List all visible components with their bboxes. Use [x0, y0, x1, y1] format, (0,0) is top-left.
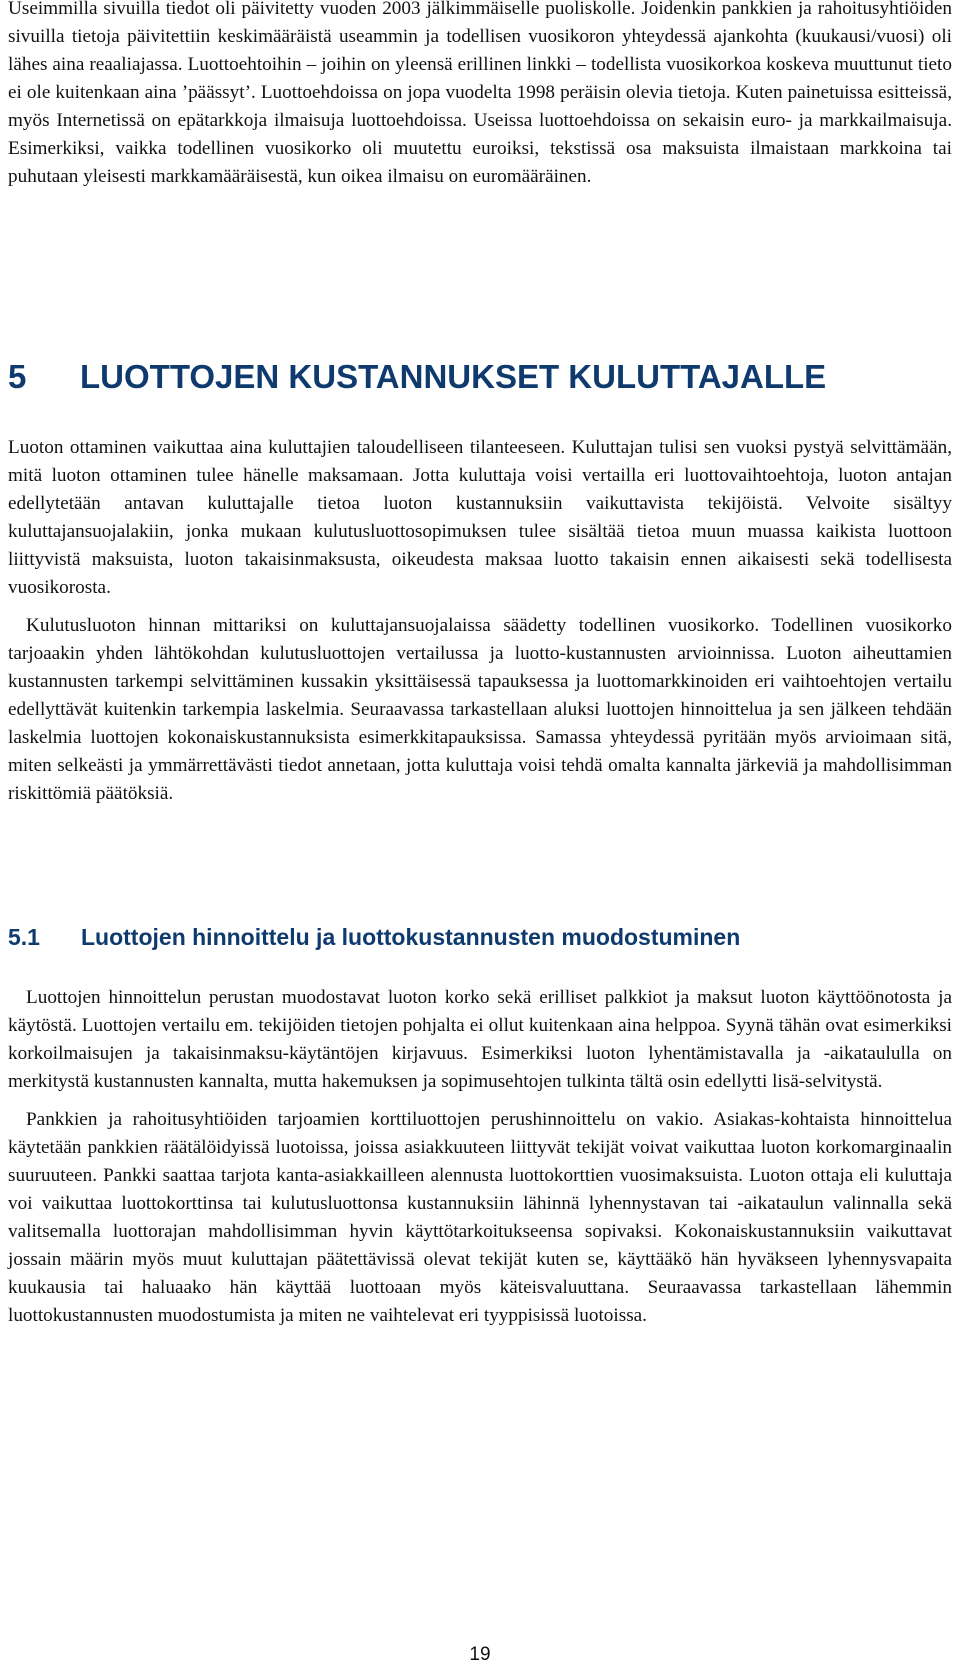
- document-page: [8, 0, 952, 1670]
- section-5-1-paragraph-1: Luottojen hinnoittelun perustan muodostavat luoton korko sekä erilliset palkkiot ja maksut luoton käyttöönotosta ja käytöstä. Luottojen vertailu em. tekijöiden tietojen pohjalta ei ollut kuitenkaan aina helppoa. Syynä tähän ovat esimerkiksi korkoilmaisujen ja takaisinmaksu-käytäntöjen kirjavuus. Esimerkiksi luoton lyhentämistavalla ja -aikataululla on merkitystä kustannusten kannalta, mutta hakemuksen ja sopimusehtojen tulkinta tältä osin edellytti lisä-selvitystä.: [8, 987, 952, 1092]
- section-5-paragraph-1: Luoton ottaminen vaikuttaa aina kuluttajien taloudelliseen tilanteeseen. Kuluttajan tulisi sen vuoksi pystyä selvittämään, mitä luoton ottaminen tulee hänelle maksamaan. Jotta kuluttaja voisi vertailla eri luottovaihtoehtoja, luoton antajan edellytetään antavan kuluttajalle tietoa luoton kustannuksiin vaikuttavista tekijöistä. Velvoite sisältyy kuluttajansuojalakiin, jonka mukaan kulutusluottosopimuksen tulee sisältää tietoa muun muassa kaikista luottoon liittyvistä maksuista, luoton takaisinmaksusta, oikeudesta maksaa luotto takaisin ennen aikaisesti sekä todellisesta vuosikorosta.: [8, 437, 952, 598]
- intro-block: [8, 0, 952, 191]
- section-5-title: LUOTTOJEN KUSTANNUKSET KULUTTAJALLE: [80, 358, 827, 395]
- section-5-number: 5: [8, 358, 27, 395]
- section-5-1-paragraph-2: Pankkien ja rahoitusyhtiöiden tarjoamien korttiluottojen perushinnoittelu on vakio. Asiakas-kohtaista hinnoittelua käytetään pankkien räätälöidyissä luotoissa, joissa asiakkuuteen liittyvät tekijät voivat vaikuttaa luoton korkomarginaalin suuruuteen. Pankki saattaa tarjota kanta-asiakkailleen alennusta luottokorttien vuosimaksuista. Luoton ottaja eli kuluttaja voi vaikuttaa luottokorttinsa tai kulutusluottonsa kustannuksiin lähinnä lyhennystavan tai -aikataulun valinnalla sekä valitsemalla luottorajan mahdollisimman hyvin käyttötarkoitukseensa sopivaksi. Kokonaiskustannuksiin vaikuttavat jossain määrin myös muut kuluttajan päätettävissä olevat tekijät kuten se, käyttääkö hän hyväkseen lyhennysvapaita kuukausia tai haluaako hän käyttää luottoaan myös käteisvaluuttana. Seuraavassa tarkastellaan lähemmin luottokustannusten muodostumista ja miten ne vaihtelevat eri tyyppisissä luotoissa.: [8, 1109, 952, 1326]
- intro-paragraph: Useimmilla sivuilla tiedot oli päivitetty vuoden 2003 jälkimmäiselle puoliskolle. Joidenkin pankkien ja rahoitusyhtiöiden sivuilla tietoja päivitettiin keskimääräistä useammin ja todellisen vuosikoron yhteydessä ajankohta (kuukausi/vuosi) oli lähes aina reaaliajassa. Luottoehtoihin – joihin on yleensä erillinen linkki – todellista vuosikorkoa koskeva muuttunut tieto ei ole kuitenkaan aina ’päässyt’. Luottoehdoissa on jopa vuodelta 1998 peräisin olevia tietoja. Kuten painetuissa esitteissä, myös Internetissä on epätarkkoja ilmaisuja luottoehdoissa. Useissa luottoehdoissa on sekaisin euro- ja markkailmaisuja. Esimerkiksi, vaikka todellinen vuosikorko oli muutettu euroiksi, tekstissä osa maksuista ilmaistaan markkoina tai puhutaan yleisesti markkamääräisestä, kun oikea ilmaisu on euromääräinen.: [8, 0, 952, 187]
- section-5-heading: [8, 357, 826, 397]
- section-5-body: [8, 434, 952, 808]
- section-5-1-number: 5.1: [8, 924, 40, 950]
- section-5-1-body: [8, 984, 952, 1330]
- page-number: 19: [469, 1644, 491, 1665]
- section-5-paragraph-2: Kulutusluoton hinnan mittariksi on kuluttajansuojalaissa säädetty todellinen vuosikorko. Todellinen vuosikorko tarjoaakin yhden lähtökohdan kulutusluottojen vertailussa ja luotto-kustannusten arvioinnissa. Luoton aiheuttamien kustannusten tarkempi selvittäminen kussakin yksittäisessä tapauksessa ja luottomarkkinoiden eri vaihtoehtojen vertailu edellyttävät kuitenkin tarkempia laskelmia. Seuraavassa tarkastellaan aluksi luottojen hinnoittelua ja sen jälkeen tehdään laskelmia luottojen kokonaiskustannuksista esimerkkitapauksissa. Samassa yhteydessä pyritään myös arvioimaan sitä, miten selkeästi ja ymmärrettävästi tiedot annetaan, jotta kuluttaja voisi tehdä omalta kannalta järkeviä ja mahdollisimman riskittömiä päätöksiä.: [8, 615, 952, 804]
- section-5-1-heading: [8, 922, 740, 952]
- section-5-1-title: Luottojen hinnoittelu ja luottokustannusten muodostuminen: [81, 924, 741, 950]
